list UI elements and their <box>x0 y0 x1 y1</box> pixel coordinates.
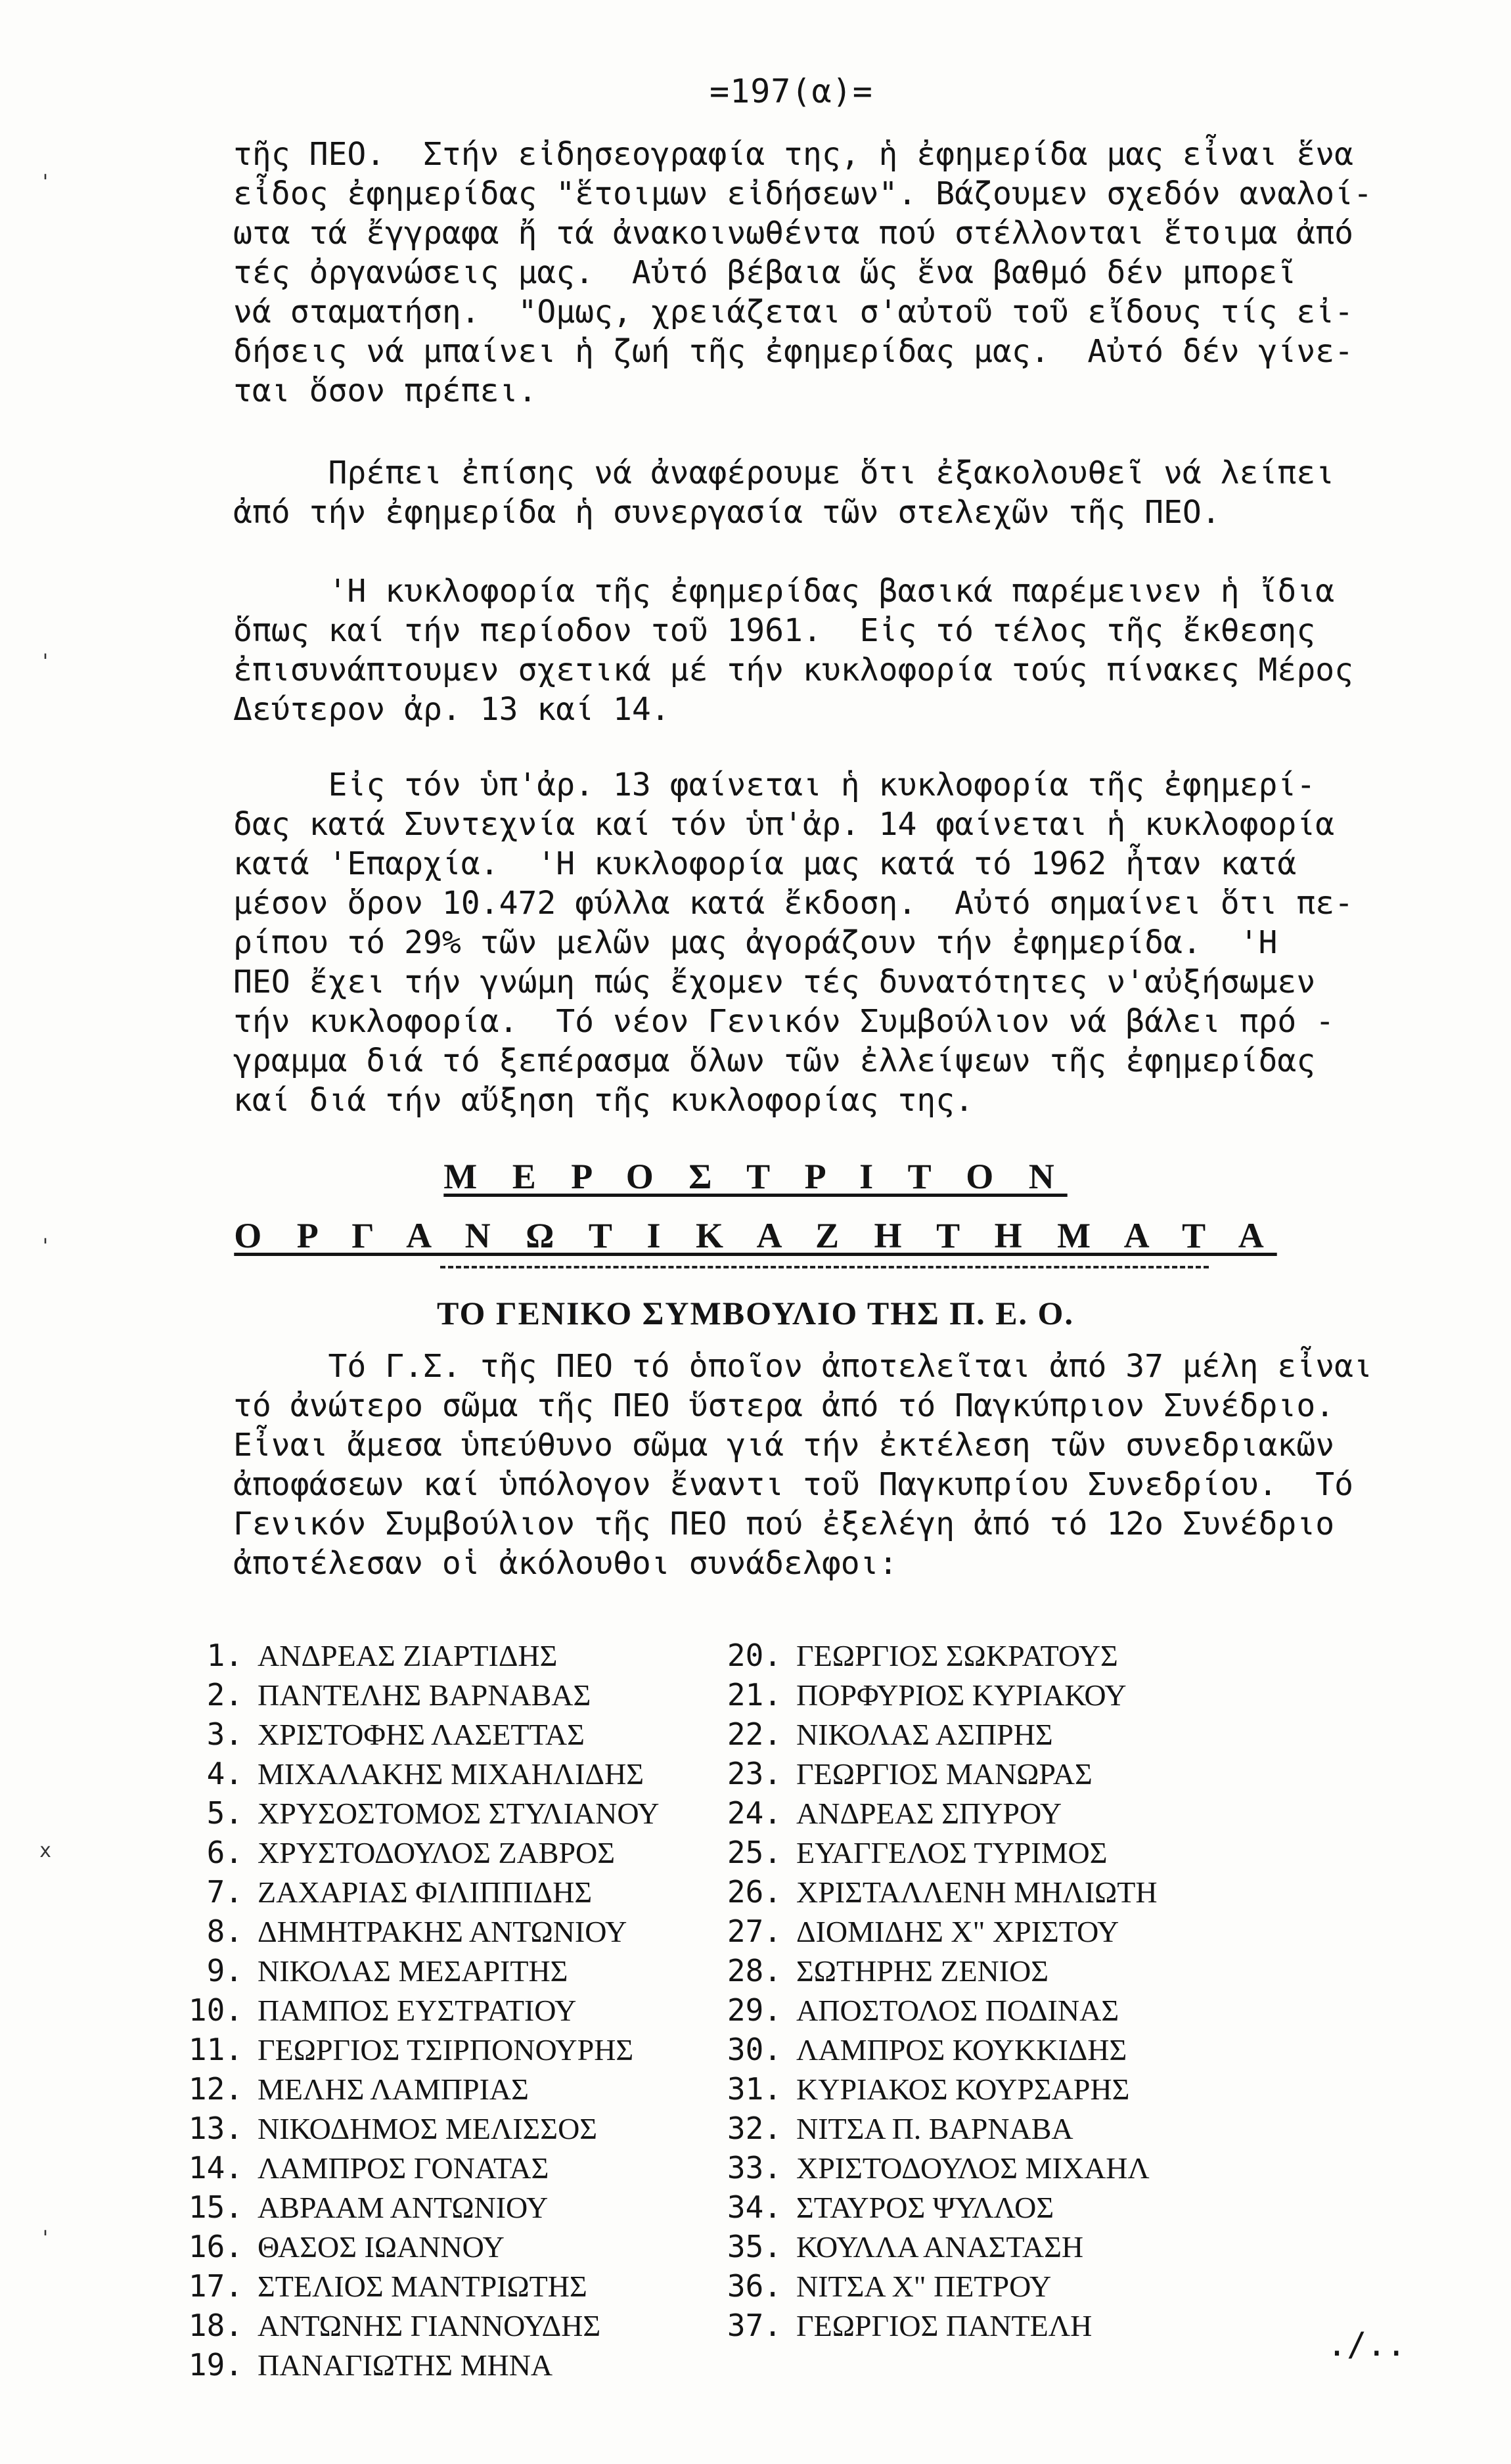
member-name: ΠΑΝΤΕΛΗΣ ΒΑΡΝΑΒΑΣ <box>258 1678 591 1712</box>
member-number: 14. <box>188 2150 243 2185</box>
member-name: ΜΙΧΑΛΑΚΗΣ ΜΙΧΑΗΛΙΔΗΣ <box>258 1757 644 1791</box>
member-number: 4. <box>206 1756 243 1791</box>
continued-mark: ./.. <box>1327 2325 1407 2363</box>
member-item <box>171 1714 659 1754</box>
member-number: 27. <box>727 1914 782 1949</box>
member-name: ΑΝΔΡΕΑΣ ΣΠΥΡΟΥ <box>796 1797 1062 1830</box>
member-number: 32. <box>727 2111 782 2146</box>
member-name: ΑΝΔΡΕΑΣ ΖΙΑΡΤΙΔΗΣ <box>258 1639 558 1672</box>
dashed-divider <box>440 1266 1209 1268</box>
member-name: ΓΕΩΡΓΙΟΣ ΤΣΙΡΠΟΝΟΥΡΗΣ <box>258 2033 634 2067</box>
member-number: 34. <box>727 2189 782 2225</box>
member-name: ΛΑΜΠΡΟΣ ΚΟΥΚΚΙΔΗΣ <box>796 2033 1127 2067</box>
member-item <box>171 1951 659 1990</box>
member-number: 6. <box>206 1835 243 1870</box>
member-number: 17. <box>188 2268 243 2304</box>
member-name: ΑΒΡΑΑΜ ΑΝΤΩΝΙΟΥ <box>258 2191 549 2224</box>
member-number: 31. <box>727 2071 782 2107</box>
member-number: 15. <box>188 2189 243 2225</box>
member-number: 13. <box>188 2111 243 2146</box>
member-name: ΓΕΩΡΓΙΟΣ ΠΑΝΤΕΛΗ <box>796 2309 1093 2342</box>
member-name: ΝΙΤΣΑ Χ" ΠΕΤΡΟΥ <box>796 2270 1052 2303</box>
member-name: ΠΑΜΠΟΣ ΕΥΣΤΡΑΤΙΟΥ <box>258 1994 577 2027</box>
section-heading: Ο Ρ Γ Α Ν Ω Τ Ι Κ Α Ζ Η Τ Η Μ Α Τ Α <box>234 1216 1277 1255</box>
member-name: ΔΙΟΜΙΔΗΣ Χ" ΧΡΙΣΤΟΥ <box>796 1915 1119 1948</box>
member-item <box>710 2266 1158 2306</box>
member-item <box>710 1675 1158 1714</box>
member-name: ΚΥΡΙΑΚΟΣ ΚΟΥΡΣΑΡΗΣ <box>796 2072 1130 2106</box>
member-number: 37. <box>727 2308 782 2343</box>
member-name: ΣΤΕΛΙΟΣ ΜΑΝΤΡΙΩΤΗΣ <box>258 2270 587 2303</box>
member-item <box>171 2030 659 2069</box>
member-name: ΖΑΧΑΡΙΑΣ ΦΙΛΙΠΠΙΔΗΣ <box>258 1875 593 1909</box>
member-number: 24. <box>727 1795 782 1831</box>
member-item <box>710 1833 1158 1872</box>
member-name: ΝΙΚΟΛΑΣ ΑΣΠΡΗΣ <box>796 1718 1053 1751</box>
member-item <box>171 1833 659 1872</box>
member-number: 30. <box>727 2032 782 2067</box>
member-name: ΧΡΙΣΤΟΦΗΣ ΛΑΣΕΤΤΑΣ <box>258 1718 585 1751</box>
member-name: ΘΑΣΟΣ ΙΩΑΝΝΟΥ <box>258 2230 505 2264</box>
member-item <box>171 2345 659 2385</box>
member-number: 28. <box>727 1953 782 1988</box>
member-item <box>710 2109 1158 2148</box>
margin-mark: ' <box>39 2227 52 2250</box>
member-item <box>710 1872 1158 1912</box>
member-item <box>710 2069 1158 2109</box>
member-number: 20. <box>727 1638 782 1673</box>
paragraph-general-council: Τό Γ.Σ. τῆς ΠΕΟ τό ὁποῖον ἀποτελεῖται ἀπό 37 μέλη εἶναι τό ἀνώτερο σῶμα τῆς ΠΕΟ ὕστερα ἀπό τό Παγκύπριον Συνέδριο. Εἶναι ἄμεσα ὑπεύθυνο σῶμα γιά τήν ἐκτέλεση τῶν συνεδριακῶν ἀποφάσεων καί ὑπόλογον ἔναντι τοῦ Παγκυπρίου Συνεδρίου. Τό Γενικόν Συμβούλιον τῆς ΠΕΟ πού ἐξελέγη ἀπό τό 12ο Συνέδριο ἀποτέλεσαν οἱ ἀκόλουθοι συνάδελφοι: <box>233 1348 1372 1582</box>
member-number: 8. <box>206 1914 243 1949</box>
general-council-subheading: ΤΟ ΓΕΝΙΚΟ ΣΥΜΒΟΥΛΙΟ ΤΗΣ Π. Ε. Ο. <box>437 1295 1074 1332</box>
member-item <box>171 1793 659 1833</box>
member-item <box>171 1990 659 2030</box>
member-item <box>710 1990 1158 2030</box>
member-item <box>171 2266 659 2306</box>
member-number: 26. <box>727 1874 782 1910</box>
member-item <box>710 1951 1158 1990</box>
member-name: ΧΡΙΣΤΑΛΛΕΝΗ ΜΗΛΙΩΤΗ <box>796 1875 1158 1909</box>
paragraph-circulation-1961: 'Η κυκλοφορία τῆς ἐφημερίδας βασικά παρέμεινεν ἡ ἴδια ὅπως καί τήν περίοδον τοῦ 1961. Εἰς τό τέλος τῆς ἔκθεσης ἐπισυνάπτουμεν σχετικά μέ τήν κυκλοφορία τούς πίνακες Μέρος Δεύτερον ἀρ. 13 καί 14. <box>233 573 1354 728</box>
members-list-right <box>710 1636 1158 2345</box>
member-number: 19. <box>188 2347 243 2383</box>
member-number: 21. <box>727 1677 782 1713</box>
member-item <box>710 2306 1158 2345</box>
member-name: ΜΕΛΗΣ ΛΑΜΠΡΙΑΣ <box>258 2072 529 2106</box>
member-number: 7. <box>206 1874 243 1910</box>
margin-mark: x <box>39 1839 52 1862</box>
member-number: 23. <box>727 1756 782 1791</box>
member-number: 36. <box>727 2268 782 2304</box>
member-item <box>171 1872 659 1912</box>
member-number: 1. <box>206 1638 243 1673</box>
member-item <box>171 2187 659 2227</box>
member-name: ΝΙΚΟΔΗΜΟΣ ΜΕΛΙΣΣΟΣ <box>258 2112 598 2145</box>
member-name: ΓΕΩΡΓΙΟΣ ΜΑΝΩΡΑΣ <box>796 1757 1093 1791</box>
member-item <box>171 2227 659 2266</box>
member-name: ΝΙΚΟΛΑΣ ΜΕΣΑΡΙΤΗΣ <box>258 1954 568 1988</box>
member-item <box>171 2148 659 2187</box>
margin-mark: ' <box>39 1235 52 1258</box>
member-item <box>171 1754 659 1793</box>
member-number: 18. <box>188 2308 243 2343</box>
margin-mark: ' <box>39 650 52 673</box>
member-name: ΑΠΟΣΤΟΛΟΣ ΠΟΔΙΝΑΣ <box>796 1994 1119 2027</box>
member-name: ΠΟΡΦΥΡΙΟΣ ΚΥΡΙΑΚΟΥ <box>796 1678 1127 1712</box>
member-number: 12. <box>188 2071 243 2107</box>
member-name: ΣΩΤΗΡΗΣ ΖΕΝΙΟΣ <box>796 1954 1049 1988</box>
member-name: ΧΡΥΣΟΣΤΟΜΟΣ ΣΤΥΛΙΑΝΟΥ <box>258 1797 660 1830</box>
member-number: 25. <box>727 1835 782 1870</box>
member-number: 2. <box>206 1677 243 1713</box>
member-number: 33. <box>727 2150 782 2185</box>
member-name: ΝΙΤΣΑ Π. ΒΑΡΝΑΒΑ <box>796 2112 1073 2145</box>
member-name: ΓΕΩΡΓΙΟΣ ΣΩΚΡΑΤΟΥΣ <box>796 1639 1118 1672</box>
member-item <box>171 1636 659 1675</box>
member-name: ΕΥΑΓΓΕΛΟΣ ΤΥΡΙΜΟΣ <box>796 1836 1108 1870</box>
member-item <box>710 1912 1158 1951</box>
member-number: 9. <box>206 1953 243 1988</box>
member-number: 10. <box>188 1992 243 2028</box>
member-item <box>710 1793 1158 1833</box>
member-item <box>710 2030 1158 2069</box>
member-item <box>710 1754 1158 1793</box>
member-name: ΛΑΜΠΡΟΣ ΓΟΝΑΤΑΣ <box>258 2151 549 2185</box>
margin-mark: ' <box>39 171 52 194</box>
member-number: 22. <box>727 1716 782 1752</box>
member-item <box>171 2069 659 2109</box>
member-item <box>710 2227 1158 2266</box>
member-item <box>710 2187 1158 2227</box>
member-item <box>710 2148 1158 2187</box>
member-number: 35. <box>727 2229 782 2264</box>
member-item <box>171 1912 659 1951</box>
members-list-left <box>171 1636 659 2385</box>
member-number: 3. <box>206 1716 243 1752</box>
member-item <box>171 1675 659 1714</box>
member-number: 16. <box>188 2229 243 2264</box>
member-number: 29. <box>727 1992 782 2028</box>
member-name: ΠΑΝΑΓΙΩΤΗΣ ΜΗΝΑ <box>258 2348 553 2382</box>
member-name: ΚΟΥΛΛΑ ΑΝΑΣΤΑΣΗ <box>796 2230 1084 2264</box>
member-name: ΧΡΙΣΤΟΔΟΥΛΟΣ ΜΙΧΑΗΛ <box>796 2151 1150 2185</box>
member-item <box>710 1636 1158 1675</box>
member-name: ΧΡΥΣΤΟΔΟΥΛΟΣ ΖΑΒΡΟΣ <box>258 1836 616 1870</box>
paragraph-circulation-tables: Εἰς τόν ὑπ'ἀρ. 13 φαίνεται ἡ κυκλοφορία τῆς ἐφημερί- δας κατά Συντεχνία καί τόν ὑπ'ἀρ. 14 φαίνεται ἡ κυκλοφορία κατά 'Επαρχία. 'Η κυκλοφορία μας κατά τό 1962 ἦταν κατά μέσον ὅρον 10.472 φύλλα κατά ἔκδοση. Αὐτό σημαίνει ὅτι πε- ρίπου τό 29% τῶν μελῶν μας ἀγοράζουν τήν ἐφημερίδα. 'Η ΠΕΟ ἔχει τήν γνώμη πώς ἔχομεν τές δυνατότητες ν'αὐξήσωμεν τήν κυκλοφορία. Τό νέον Γενικόν Συμβούλιον νά βάλει πρό - γραμμα διά τό ξεπέρασμα ὅλων τῶν ἐλλείψεων τῆς ἐφημερίδας καί διά τήν αὔξηση τῆς κυκλοφορίας της. <box>233 767 1354 1119</box>
member-number: 5. <box>206 1795 243 1831</box>
member-name: ΣΤΑΥΡΟΣ ΨΥΛΛΟΣ <box>796 2191 1054 2224</box>
page-number: =197(α)= <box>710 72 873 110</box>
paragraph-staff-collaboration: Πρέπει ἐπίσης νά ἀναφέρουμε ὅτι ἐξακολουθεῖ νά λείπει ἀπό τήν ἐφημερίδα ἡ συνεργασία τῶν στελεχῶν τῆς ΠΕΟ. <box>233 455 1335 531</box>
member-number: 11. <box>188 2032 243 2067</box>
member-item <box>171 2109 659 2148</box>
paragraph-news-coverage: τῆς ΠΕΟ. Στήν εἰδησεογραφία της, ἡ ἐφημερίδα μας εἶναι ἕνα εἶδος ἐφημερίδας "ἕτοιμων εἰδήσεων". Βάζουμεν σχεδόν αναλοί- ωτα τά ἔγγραφα ἤ τά ἀνακοινωθέντα πού στέλλονται ἕτοιμα ἀπό τές ὀργανώσεις μας. Αὐτό βέβαια ὥς ἕνα βαθμό δέν μπορεῖ νά σταματήση. "Ομως, χρειάζεται σ'αὐτοῦ τοῦ εἴδους τίς εἰ- δήσεις νά μπαίνει ἡ ζωή τῆς ἐφημερίδας μας. Αὐτό δέν γίνε- ται ὅσον πρέπει. <box>233 136 1372 409</box>
member-name: ΔΗΜΗΤΡΑΚΗΣ ΑΝΤΩΝΙΟΥ <box>258 1915 627 1948</box>
member-name: ΑΝΤΩΝΗΣ ΓΙΑΝΝΟΥΔΗΣ <box>258 2309 601 2342</box>
part-heading: Μ Ε Ρ Ο Σ Τ Ρ Ι Τ Ο Ν <box>443 1157 1068 1196</box>
member-item <box>710 1714 1158 1754</box>
member-item <box>171 2306 659 2345</box>
